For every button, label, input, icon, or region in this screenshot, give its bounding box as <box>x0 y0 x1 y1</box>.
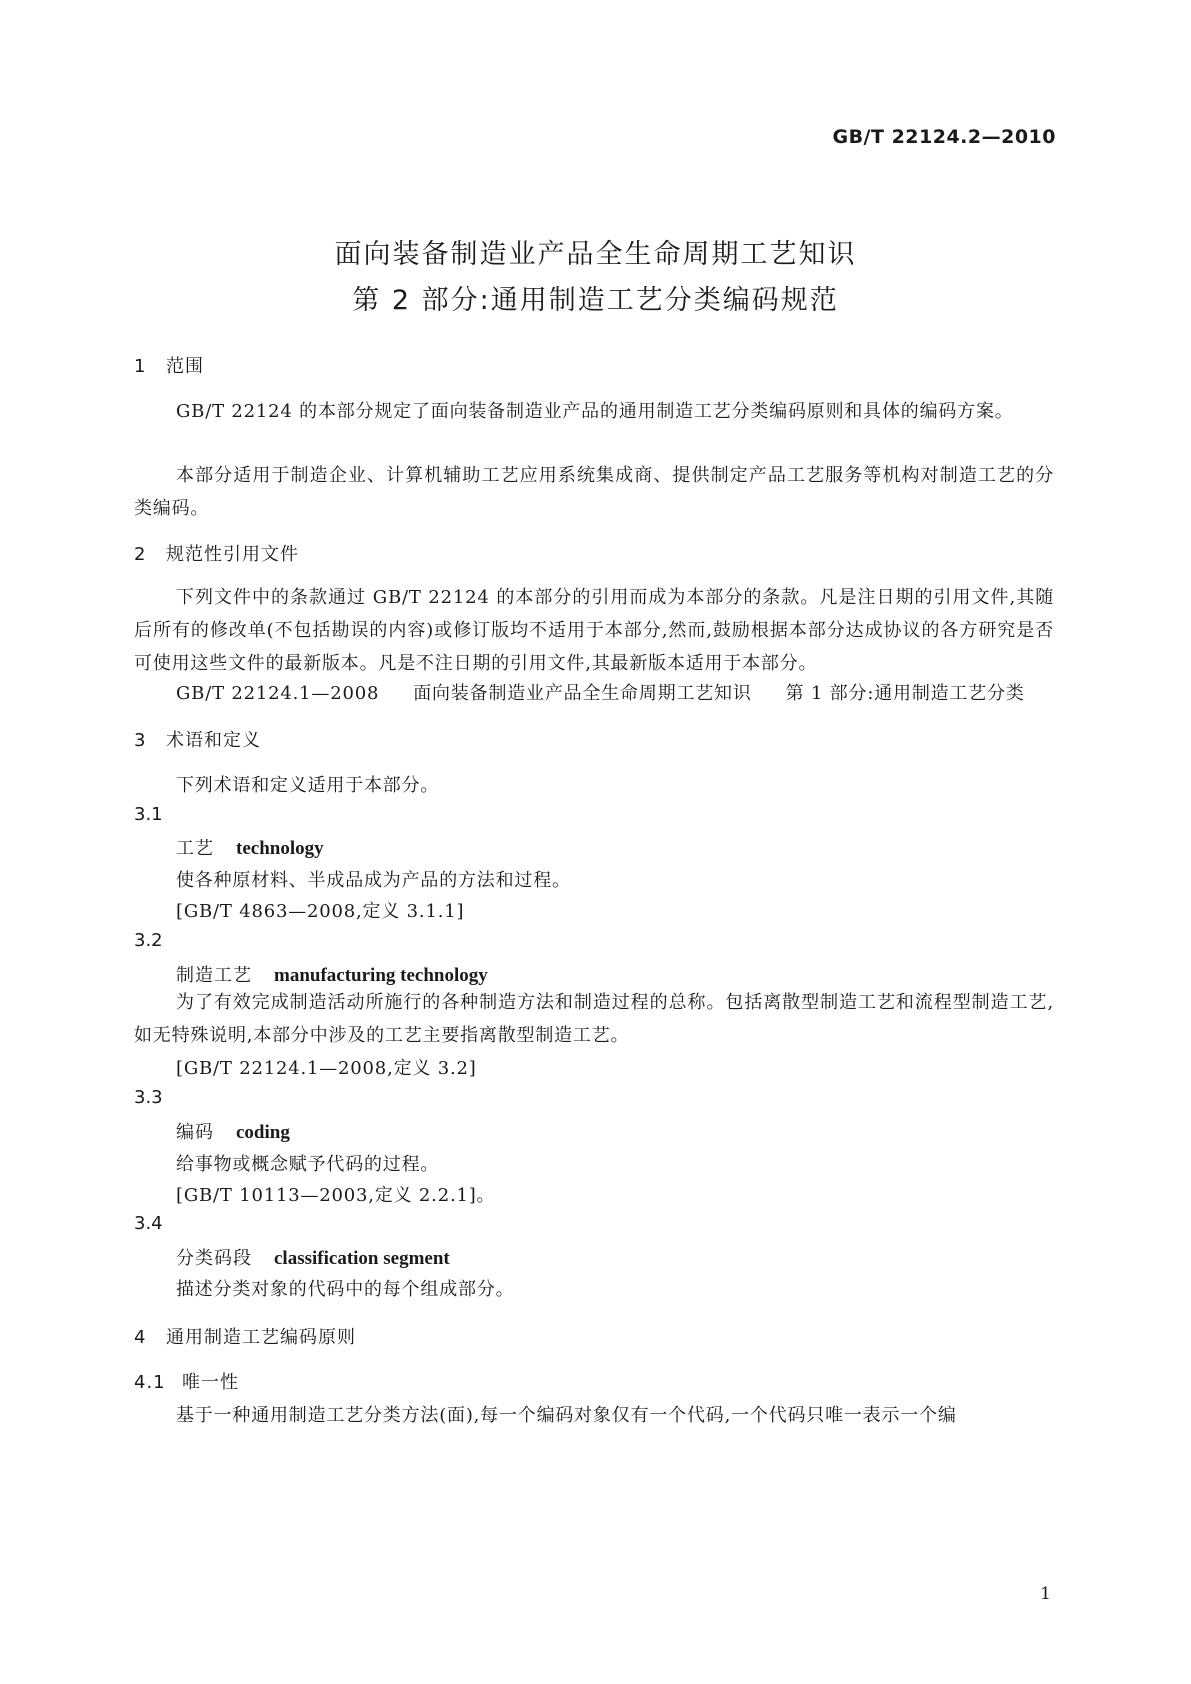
term-definition: 为了有效完成制造活动所施行的各种制造方法和制造过程的总称。包括离散型制造工艺和流程型制造工艺,如无特殊说明,本部分中涉及的工艺主要指离散型制造工艺。 <box>134 992 1054 1046</box>
section-title: 术语和定义 <box>166 730 261 751</box>
term-number: 3.3 <box>134 1087 163 1108</box>
term-chinese: 工艺 <box>176 838 214 859</box>
section-title: 规范性引用文件 <box>166 544 299 565</box>
reference-code: GB/T 22124.1—2008 <box>176 683 380 704</box>
term-english: manufacturing technology <box>274 965 488 986</box>
term-source: [GB/T 4863—2008,定义 3.1.1] <box>176 901 465 922</box>
normative-reference <box>176 679 1025 705</box>
document-title-line2: 第 2 部分:通用制造工艺分类编码规范 <box>352 285 839 316</box>
term-source: [GB/T 22124.1—2008,定义 3.2] <box>176 1058 477 1079</box>
subsection-4-1-heading <box>134 1368 239 1394</box>
section-2-paragraph-1: 下列文件中的条款通过 GB/T 22124 的本部分的引用而成为本部分的条款。凡是注日期的引用文件,其随后所有的修改单(不包括勘误的内容)或修订版均不适用于本部分,然而,鼓励根据本部分达成协议的各方研究是否可使用这些文件的最新版本。凡是不注日期的引用文件,其最新版本适用于本部分。 <box>134 587 1054 674</box>
term-heading <box>176 961 488 987</box>
term-heading <box>176 1244 450 1270</box>
subsection-title: 唯一性 <box>182 1372 239 1393</box>
section-4-heading <box>134 1323 356 1349</box>
subsection-4-1-paragraph: 基于一种通用制造工艺分类方法(面),每一个编码对象仅有一个代码,一个代码只唯一表示一个编 <box>176 1405 957 1426</box>
section-title: 范围 <box>166 356 204 377</box>
section-number: 1 <box>134 356 147 377</box>
section-number: 2 <box>134 544 147 565</box>
standard-code: GB/T 22124.2—2010 <box>832 126 1056 148</box>
reference-title-part1: 面向装备制造业产品全生命周期工艺知识 <box>413 683 752 704</box>
term-number: 3.2 <box>134 930 163 951</box>
section-number: 3 <box>134 730 147 751</box>
term-heading <box>176 1118 290 1144</box>
document-title-line1: 面向装备制造业产品全生命周期工艺知识 <box>334 239 857 270</box>
term-english: classification segment <box>274 1248 450 1269</box>
section-number: 4 <box>134 1327 147 1348</box>
term-heading <box>176 834 324 860</box>
term-english: coding <box>236 1122 290 1143</box>
term-number: 3.1 <box>134 804 163 825</box>
term-definition: 描述分类对象的代码中的每个组成部分。 <box>176 1279 515 1300</box>
term-number: 3.4 <box>134 1213 163 1234</box>
term-definition: 给事物或概念赋予代码的过程。 <box>176 1154 440 1175</box>
reference-title-part2: 第 1 部分:通用制造工艺分类 <box>785 683 1025 704</box>
subsection-number: 4.1 <box>134 1372 166 1393</box>
section-title: 通用制造工艺编码原则 <box>166 1327 356 1348</box>
section-1-heading <box>134 352 204 378</box>
page-number: 1 <box>1040 1584 1051 1604</box>
term-definition: 使各种原材料、半成品成为产品的方法和过程。 <box>176 870 571 891</box>
term-chinese: 分类码段 <box>176 1248 252 1269</box>
section-3-intro: 下列术语和定义适用于本部分。 <box>176 775 440 796</box>
section-1-paragraph-1: GB/T 22124 的本部分规定了面向装备制造业产品的通用制造工艺分类编码原则和具体的编码方案。 <box>176 401 1014 422</box>
term-english: technology <box>236 838 324 859</box>
section-3-heading <box>134 726 261 752</box>
term-source: [GB/T 10113—2003,定义 2.2.1]。 <box>176 1185 496 1206</box>
term-chinese: 制造工艺 <box>176 965 252 986</box>
section-1-paragraph-2: 本部分适用于制造企业、计算机辅助工艺应用系统集成商、提供制定产品工艺服务等机构对制造工艺的分类编码。 <box>134 465 1054 519</box>
term-chinese: 编码 <box>176 1122 214 1143</box>
section-2-heading <box>134 540 299 566</box>
